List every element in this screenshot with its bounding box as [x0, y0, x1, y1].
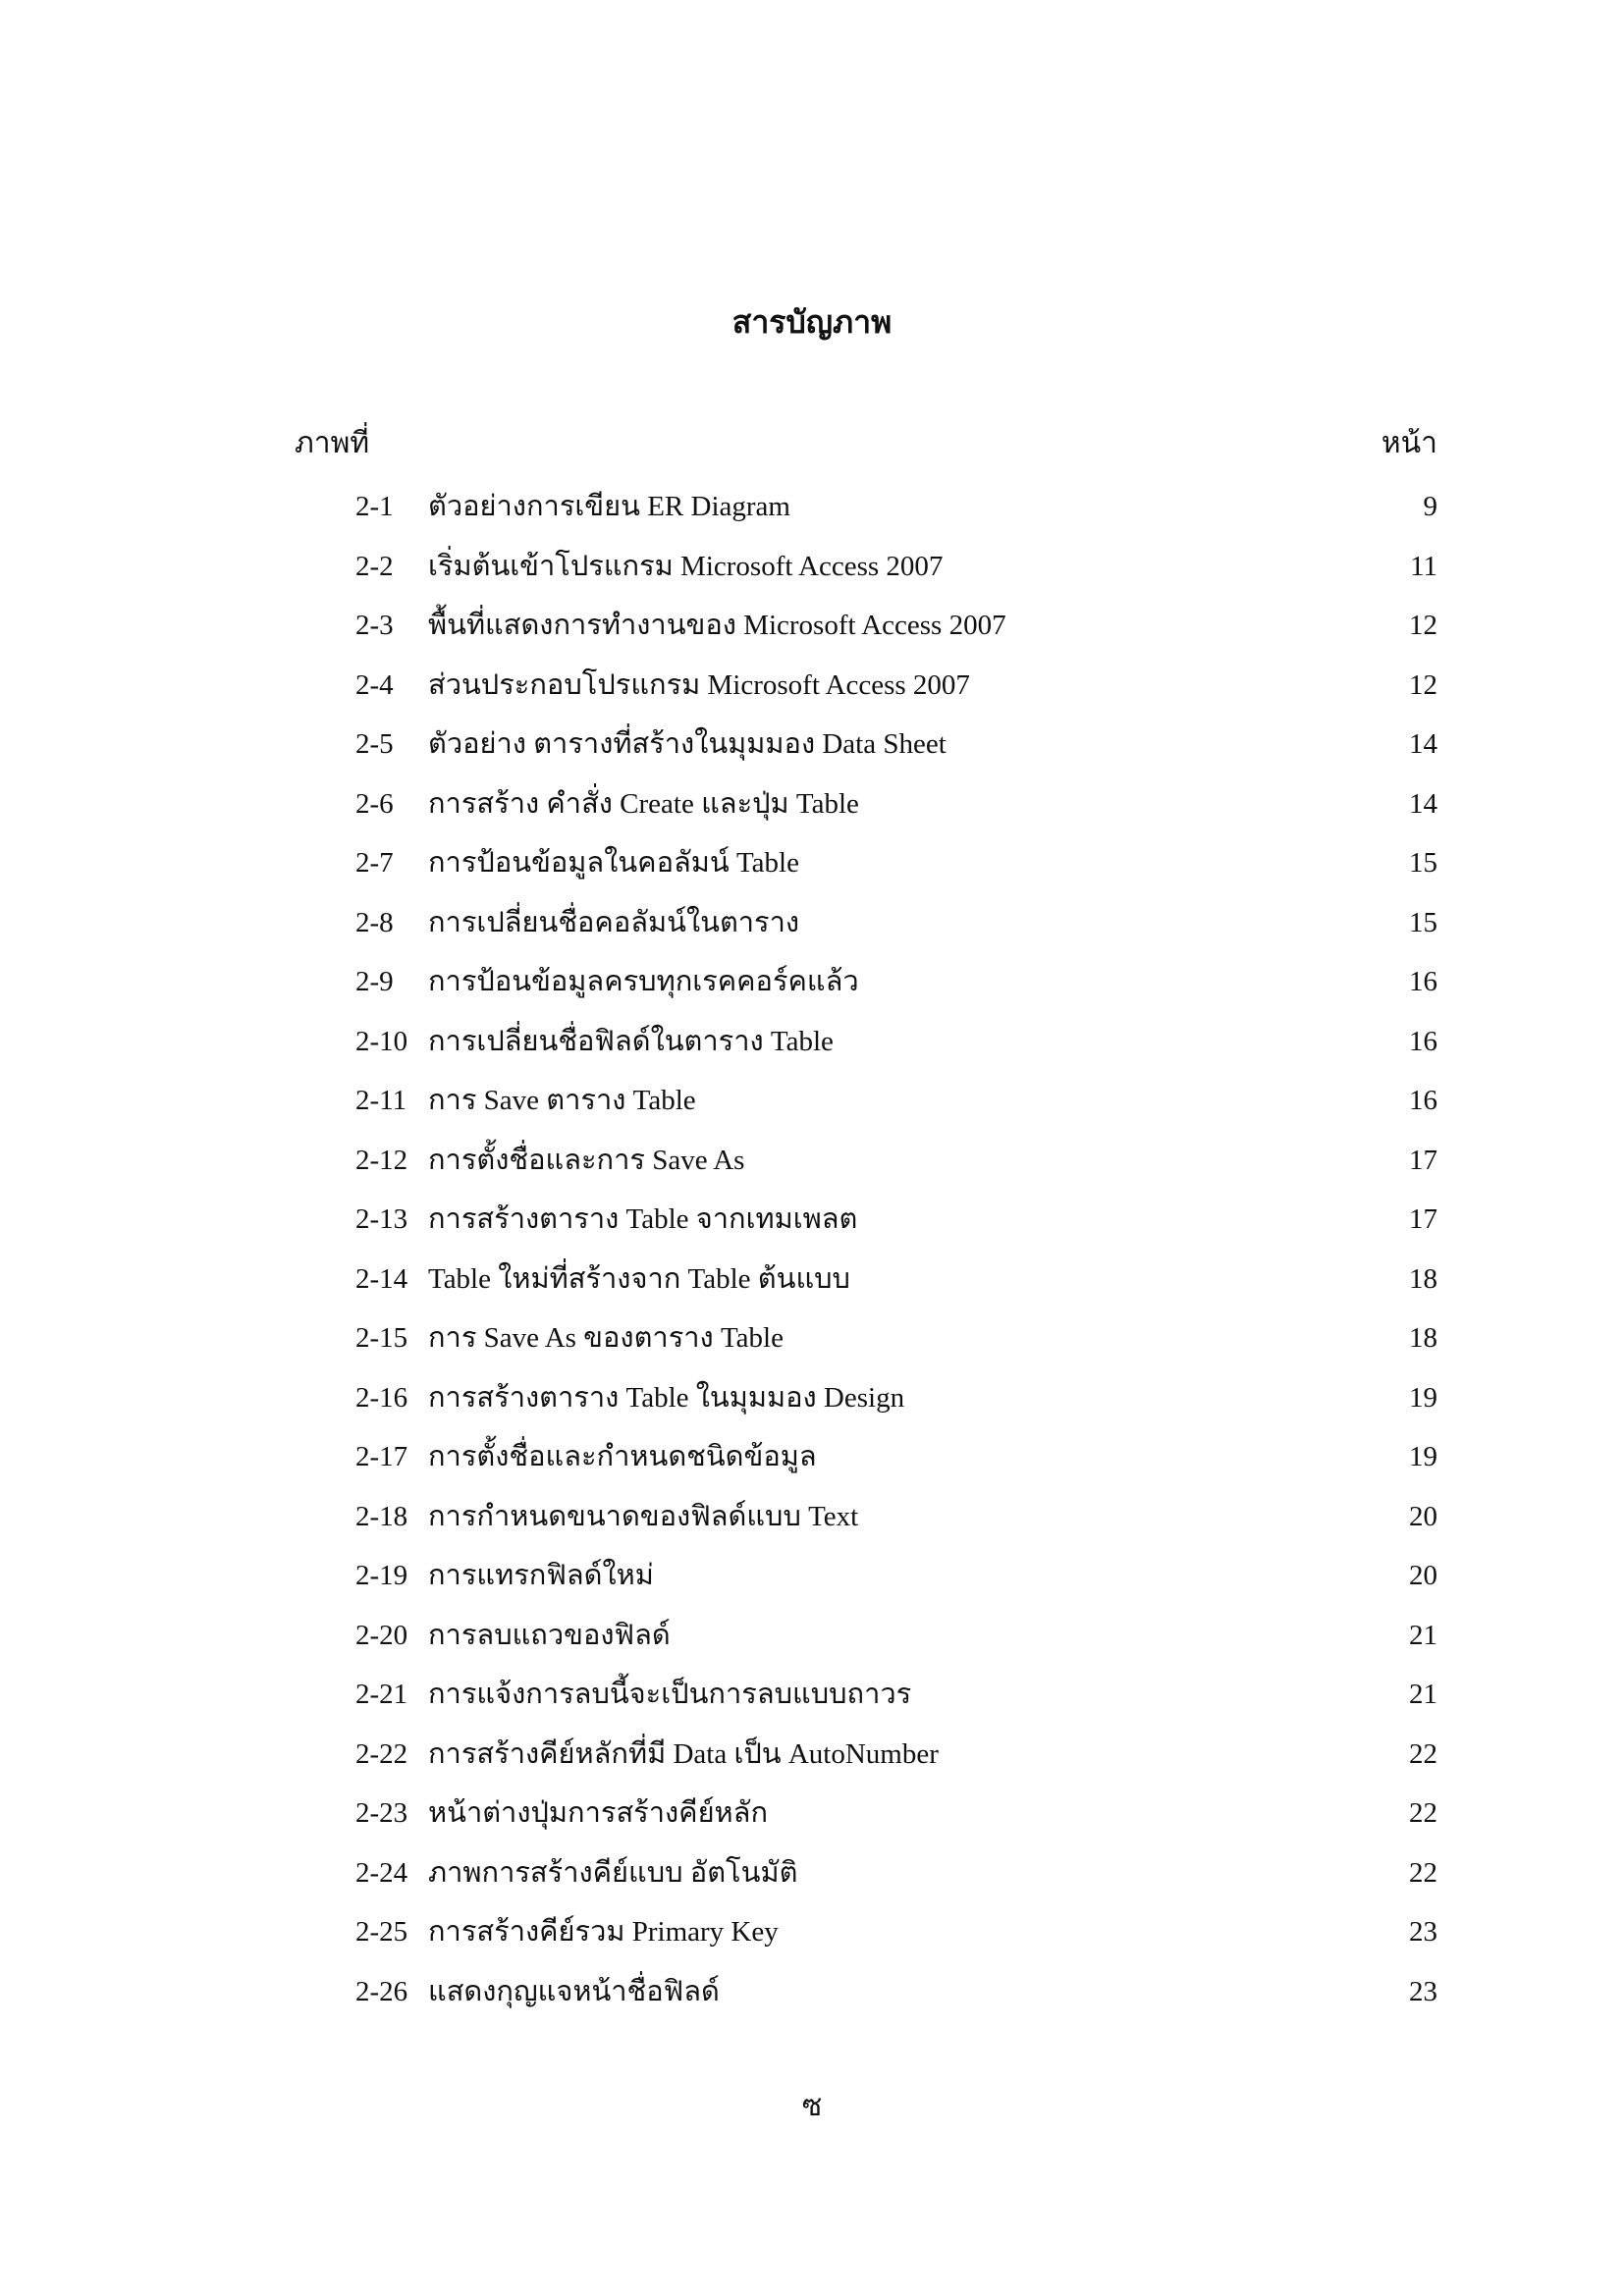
figure-page-number: 14	[1409, 728, 1437, 760]
list-item	[355, 664, 1437, 723]
list-item	[355, 1139, 1437, 1199]
list-item	[355, 604, 1437, 664]
figure-number: 2-21	[355, 1679, 408, 1710]
figure-page-number: 19	[1409, 1441, 1437, 1472]
figure-caption: การเปลี่ยนชื่อคอลัมน์ในตาราง	[428, 906, 800, 938]
figure-caption: การตั้งชื่อและการ Save As	[428, 1144, 745, 1176]
figure-page-number: 18	[1409, 1322, 1437, 1354]
figure-caption: การสร้างตาราง Table จากเทมเพลต	[428, 1203, 858, 1235]
figure-caption: การลบแถวของฟิลด์	[428, 1619, 671, 1651]
figure-page-number: 15	[1409, 906, 1437, 938]
figure-number: 2-2	[355, 550, 394, 582]
figure-number: 2-19	[355, 1560, 408, 1591]
figure-page-number: 20	[1409, 1560, 1437, 1591]
figure-number: 2-12	[355, 1144, 408, 1176]
figure-page-number: 14	[1409, 787, 1437, 820]
figure-page-number: 22	[1409, 1797, 1437, 1829]
figure-page-number: 19	[1409, 1381, 1437, 1414]
list-item	[355, 1733, 1437, 1792]
figure-page-number: 16	[1409, 966, 1437, 997]
figure-number: 2-22	[355, 1737, 408, 1770]
list-item	[355, 1020, 1437, 1080]
figure-number: 2-24	[355, 1856, 408, 1889]
figure-caption: การกำหนดขนาดของฟิลด์แบบ Text	[428, 1500, 859, 1532]
figure-number: 2-17	[355, 1441, 408, 1472]
figure-caption: การเปลี่ยนชื่อฟิลด์ในตาราง Table	[428, 1025, 834, 1057]
figure-caption: การแจ้งการลบนี้จะเป็นการลบแบบถาวร	[428, 1679, 912, 1710]
figure-page-number: 18	[1409, 1262, 1437, 1295]
figure-caption: Table ใหม่ที่สร้างจาก Table ต้นแบบ	[428, 1262, 850, 1295]
figure-number: 2-14	[355, 1262, 408, 1295]
figure-caption: ส่วนประกอบโปรแกรม Microsoft Access 2007	[428, 668, 970, 701]
list-item	[355, 901, 1437, 961]
figure-page-number: 23	[1409, 1975, 1437, 2007]
page-number: ซ	[801, 2090, 823, 2122]
list-item	[355, 1673, 1437, 1733]
figure-number: 2-9	[355, 966, 394, 997]
figure-caption: การสร้างคีย์รวม Primary Key	[428, 1916, 779, 1948]
figure-page-number: 9	[1423, 491, 1437, 522]
list-item	[355, 1316, 1437, 1376]
column-header-figure: ภาพที่	[295, 427, 370, 459]
figure-caption: ตัวอย่างการเขียน ER Diagram	[428, 491, 790, 522]
figure-page-number: 12	[1409, 668, 1437, 701]
list-item	[355, 1257, 1437, 1317]
figure-number: 2-4	[355, 668, 394, 701]
list-item	[355, 722, 1437, 782]
figure-number: 2-6	[355, 787, 394, 820]
figure-page-number: 22	[1409, 1737, 1437, 1770]
list-item	[355, 1791, 1437, 1851]
figure-caption: ภาพการสร้างคีย์แบบ อัตโนมัติ	[428, 1856, 798, 1889]
figure-page-number: 20	[1409, 1500, 1437, 1532]
figure-caption: การสร้าง คำสั่ง Create และปุ่ม Table	[428, 787, 859, 820]
list-item	[355, 1851, 1437, 1911]
list-item	[355, 545, 1437, 605]
figure-caption: การป้อนข้อมูลครบทุกเรคคอร์คแล้ว	[428, 966, 859, 997]
figure-caption: การสร้างตาราง Table ในมุมมอง Design	[428, 1381, 905, 1414]
list-item	[355, 1554, 1437, 1614]
figure-caption: เริ่มต้นเข้าโปรแกรม Microsoft Access 2007	[428, 550, 944, 582]
figure-caption: การตั้งชื่อและกำหนดชนิดข้อมูล	[428, 1441, 817, 1472]
list-item	[355, 1614, 1437, 1674]
list-item	[355, 485, 1437, 545]
list-item	[355, 1495, 1437, 1555]
figure-number: 2-26	[355, 1975, 408, 2007]
list-item	[355, 1910, 1437, 1970]
figure-caption: หน้าต่างปุ่มการสร้างคีย์หลัก	[428, 1797, 769, 1829]
figure-number: 2-11	[355, 1085, 407, 1116]
figure-number: 2-1	[355, 491, 394, 522]
figure-caption: การสร้างคีย์หลักที่มี Data เป็น AutoNumber	[428, 1737, 939, 1770]
figure-caption: การ Save ตาราง Table	[428, 1085, 696, 1116]
list-item	[355, 960, 1437, 1020]
figure-number: 2-3	[355, 610, 394, 641]
figure-page-number: 17	[1409, 1203, 1437, 1235]
figure-number: 2-20	[355, 1619, 408, 1651]
figure-number: 2-15	[355, 1322, 408, 1354]
figure-number: 2-18	[355, 1500, 408, 1532]
figure-caption: ตัวอย่าง ตารางที่สร้างในมุมมอง Data Sheet	[428, 728, 947, 760]
figure-page-number: 21	[1409, 1679, 1437, 1710]
figure-caption: แสดงกุญแจหน้าชื่อฟิลด์	[428, 1975, 720, 2007]
figure-page-number: 17	[1409, 1144, 1437, 1176]
list-item	[355, 1198, 1437, 1257]
figure-number: 2-7	[355, 847, 394, 879]
figure-number: 2-8	[355, 906, 394, 938]
figure-page-number: 23	[1409, 1916, 1437, 1948]
figure-number: 2-10	[355, 1025, 408, 1057]
figure-caption: การ Save As ของตาราง Table	[428, 1322, 784, 1354]
figure-number: 2-25	[355, 1916, 408, 1948]
figure-caption: การป้อนข้อมูลในคอลัมน์ Table	[428, 847, 799, 879]
figure-number: 2-5	[355, 728, 394, 760]
list-item	[355, 1970, 1437, 2030]
figure-page-number: 21	[1409, 1619, 1437, 1651]
figure-page-number: 16	[1409, 1025, 1437, 1057]
page-title: สารบัญภาพ	[731, 304, 893, 340]
list-item	[355, 1435, 1437, 1495]
list-item	[355, 1079, 1437, 1139]
figure-caption: พื้นที่แสดงการทำงานของ Microsoft Access 2007	[428, 610, 1006, 641]
figure-page-number: 12	[1409, 610, 1437, 641]
column-header-page: หน้า	[1380, 427, 1437, 459]
figure-caption: การแทรกฟิลด์ใหม่	[428, 1560, 654, 1591]
figure-number: 2-13	[355, 1203, 408, 1235]
figure-page-number: 15	[1409, 847, 1437, 879]
figure-number: 2-23	[355, 1797, 408, 1829]
figure-page-number: 22	[1409, 1856, 1437, 1889]
figure-page-number: 16	[1409, 1085, 1437, 1116]
list-item	[355, 782, 1437, 842]
list-item	[355, 1376, 1437, 1436]
figure-list	[355, 485, 1437, 2029]
figure-number: 2-16	[355, 1381, 408, 1414]
list-item	[355, 841, 1437, 901]
figure-page-number: 11	[1410, 550, 1437, 582]
